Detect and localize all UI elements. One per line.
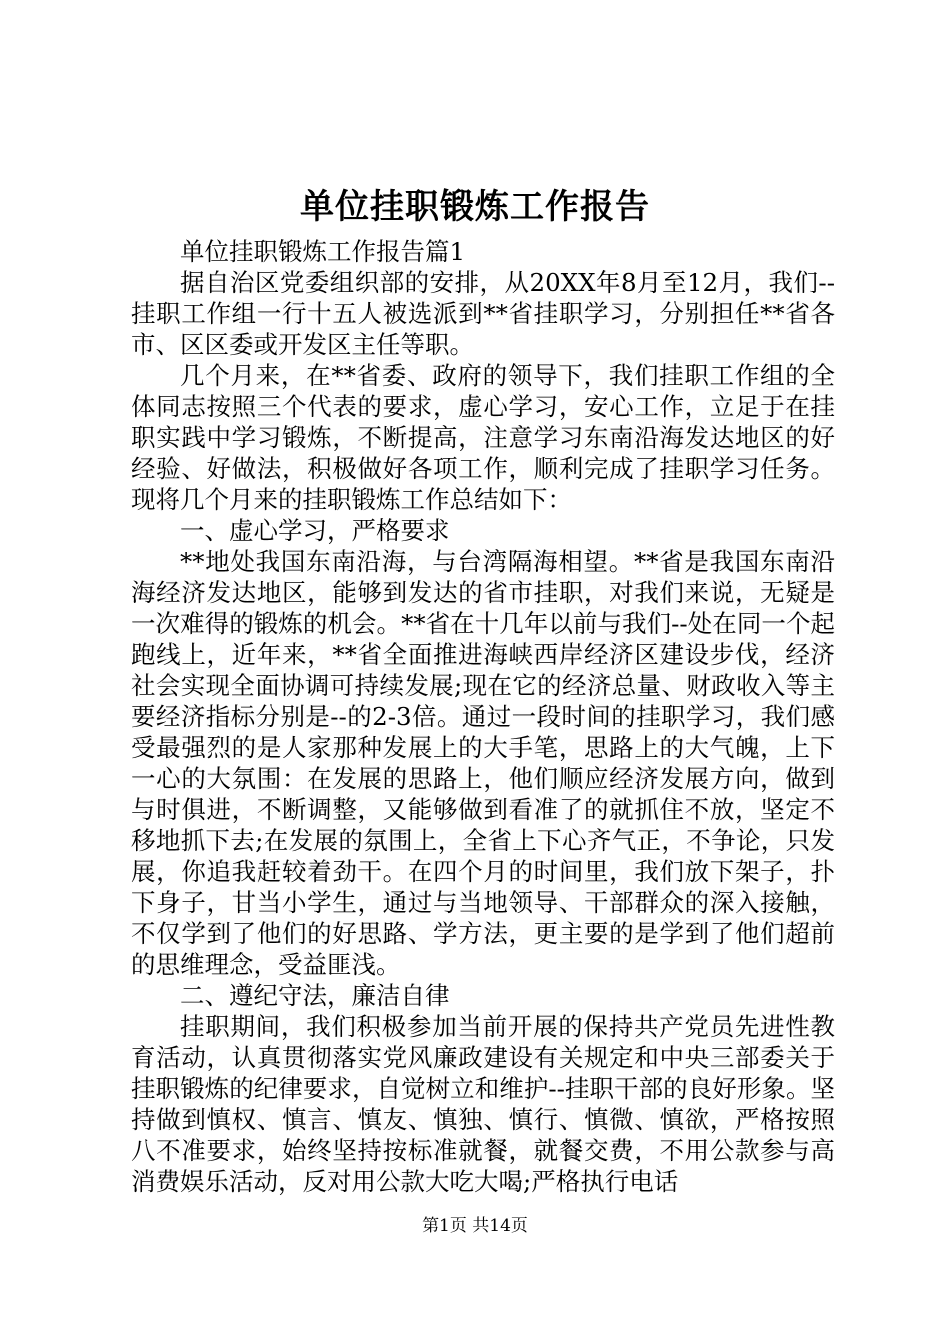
body-paragraph: 几个月来，在**省委、政府的领导下，我们挂职工作组的全体同志按照三个代表的要求，虚心学习，安心工作，立足于在挂职实践中学习锻炼，不断提高，注意学习东南沿海发达地区的好经验、好做法，积极做好各项工作，顺利完成了挂职学习任务。现将几个月来的挂职锻炼工作总结如下： (131, 361, 835, 514)
document-title: 单位挂职锻炼工作报告 (300, 187, 650, 227)
section-heading: 一、虚心学习，严格要求 (180, 516, 450, 545)
section-heading: 二、遵纪守法，廉洁自律 (180, 981, 450, 1010)
body-paragraph: **地处我国东南沿海，与台湾隔海相望。**省是我国东南沿海经济发达地区，能够到发达的省市挂职，对我们来说，无疑是一次难得的锻炼的机会。**省在十几年以前与我们--处在同一个起跑线上，近年来，**省全面推进海峡西岸经济区建设步伐，经济社会实现全面协调可持续发展;现在它的经济总量、财政收入等主要经济指标分别是--的2-3倍。通过一段时间的挂职学习，我们感受最强烈的是人家那种发展上的大手笔，思路上的大气魄，上下一心的大氛围：在发展的思路上，他们顺应经济发展方向，做到与时俱进，不断调整，又能够做到看准了的就抓住不放，坚定不移地抓下去;在发展的氛围上，全省上下心齐气正，不争论，只发展，你追我赶较着劲干。在四个月的时间里，我们放下架子，扑下身子，甘当小学生，通过与当地领导、干部群众的深入接触，不仅学到了他们的好思路、学方法，更主要的是学到了他们超前的思维理念，受益匪浅。 (131, 547, 835, 979)
document-body (131, 236, 835, 1197)
body-paragraph: 挂职期间，我们积极参加当前开展的保持共产党员先进性教育活动，认真贯彻落实党风廉政建设有关规定和中央三部委关于挂职锻炼的纪律要求，自觉树立和维护--挂职干部的良好形象。坚持做到慎权、慎言、慎友、慎独、慎行、慎微、慎欲，严格按照八不准要求，始终坚持按标准就餐，就餐交费，不用公款参与高消费娱乐活动，反对用公款大吃大喝;严格执行电话 (131, 1012, 835, 1196)
subtitle-paragraph: 单位挂职锻炼工作报告篇1 (180, 237, 466, 266)
page-indicator: 第1页 共14页 (422, 1216, 528, 1236)
body-paragraph: 据自治区党委组织部的安排，从20XX年8月至12月，我们--挂职工作组一行十五人被选派到**省挂职学习，分别担任**省各市、区区委或开发区主任等职。 (131, 268, 835, 359)
page-footer (0, 1214, 950, 1238)
